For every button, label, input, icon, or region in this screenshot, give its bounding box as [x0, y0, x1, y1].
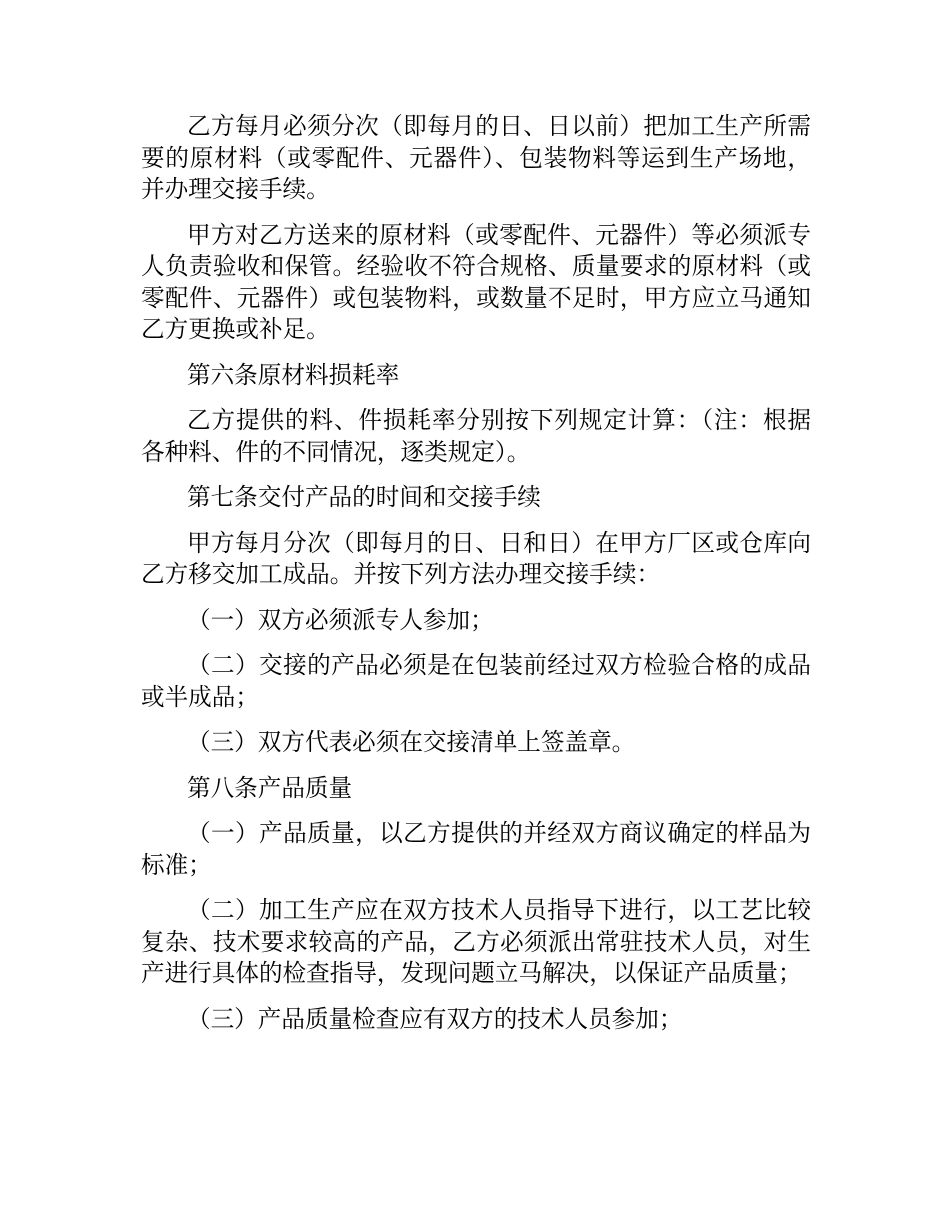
- paragraph-loss-rate: 乙方提供的料、件损耗率分别按下列规定计算：（注：根据各种料、件的不同情况，逐类规定）。: [141, 406, 811, 466]
- article-8-heading: 第八条产品质量: [187, 773, 353, 802]
- list-item-handover-2: （二）交接的产品必须是在包装前经过双方检验合格的成品或半成品；: [141, 651, 811, 711]
- list-item-handover-1: （一）双方必须派专人参加；: [187, 605, 494, 634]
- paragraph-materials-delivery: 乙方每月必须分次（即每月的日、日以前）把加工生产所需要的原材料（或零配件、元器件）、包装物料等运到生产场地，并办理交接手续。: [141, 112, 811, 203]
- list-item-handover-3: （三）双方代表必须在交接清单上签盖章。: [187, 728, 636, 756]
- paragraph-materials-inspection: 甲方对乙方送来的原材料（或零配件、元器件）等必须派专人负责验收和保管。经验收不符合规格、质量要求的原材料（或零配件、元器件）或包装物料，或数量不足时，甲方应立马通知乙方更换或补足。: [141, 220, 811, 343]
- paragraph-delivery-schedule: 甲方每月分次（即每月的日、日和日）在甲方厂区或仓库向乙方移交加工成品。并按下列方法办理交接手续：: [141, 528, 811, 588]
- article-6-heading: 第六条原材料损耗率: [187, 360, 400, 389]
- article-7-heading: 第七条交付产品的时间和交接手续: [187, 483, 541, 511]
- list-item-quality-2: （二）加工生产应在双方技术人员指导下进行，以工艺比较复杂、技术要求较高的产品，乙方必须派出常驻技术人员，对生产进行具体的检查指导，发现问题立马解决，以保证产品质量；: [141, 896, 811, 987]
- list-item-quality-3: （三）产品质量检查应有双方的技术人员参加；: [187, 1004, 683, 1033]
- document-page: [141, 111, 811, 1049]
- list-item-quality-1: （一）产品质量，以乙方提供的并经双方商议确定的样品为标准；: [141, 819, 811, 879]
